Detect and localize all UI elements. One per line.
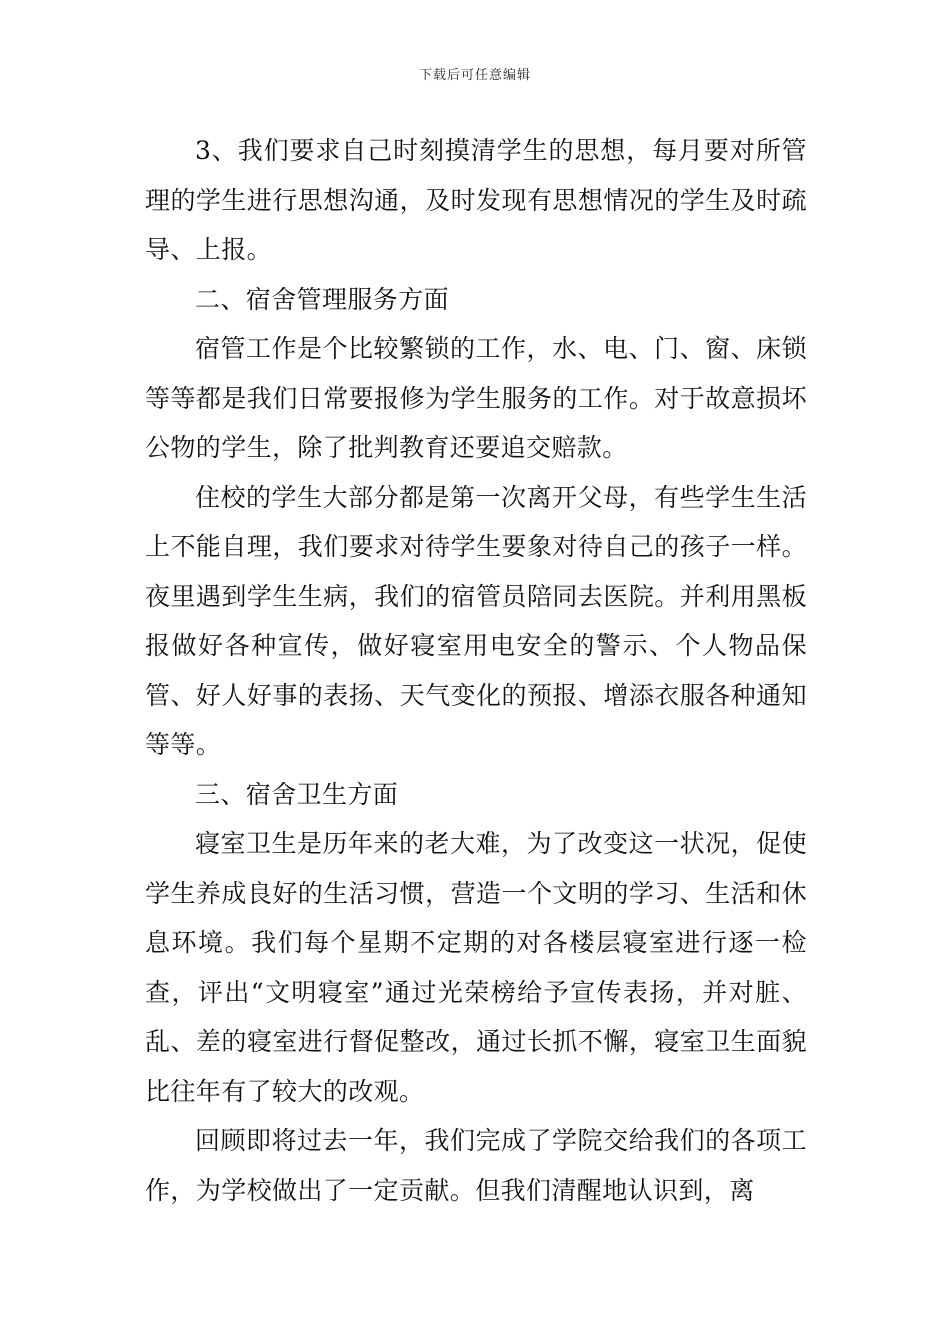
section-heading-dorm-management: 二、宿舍管理服务方面 (195, 284, 450, 314)
header-note: 下载后可任意编辑 (418, 68, 531, 83)
paragraph-review: 回顾即将过去一年，我们完成了学院交给我们的各项工作，为学校做出了一定贡献。但我们清醒地认识到，离 (145, 1126, 807, 1205)
document-body (145, 126, 807, 1215)
paragraph-point-3: 3、我们要求自己时刻摸清学生的思想，每月要对所管理的学生进行思想沟通，及时发现有思想情况的学生及时疏导、上报。 (145, 136, 807, 264)
paragraph-dorm-repairs: 宿管工作是个比较繁锁的工作，水、电、门、窗、床锁等等都是我们日常要报修为学生服务的工作。对于故意损坏公物的学生，除了批判教育还要追交赔款。 (145, 334, 807, 462)
paragraph-student-care: 住校的学生大部分都是第一次离开父母，有些学生生活上不能自理，我们要求对待学生要象对待自己的孩子一样。夜里遇到学生生病，我们的宿管员陪同去医院。并利用黑板报做好各种宣传，做好寝室用电安全的警示、个人物品保管、好人好事的表扬、天气变化的预报、增添衣服各种通知等等。 (145, 482, 807, 759)
paragraph-hygiene: 寝室卫生是历年来的老大难，为了改变这一状况，促使学生养成良好的生活习惯，营造一个文明的学习、生活和休息环境。我们每个星期不定期的对各楼层寝室进行逐一检查，评出“文明寝室”通过光荣榜给予宣传表扬，并对脏、乱、差的寝室进行督促整改，通过长抓不懈，寝室卫生面貌比往年有了较大的改观。 (145, 829, 807, 1106)
section-heading-dorm-hygiene: 三、宿舍卫生方面 (195, 779, 399, 809)
